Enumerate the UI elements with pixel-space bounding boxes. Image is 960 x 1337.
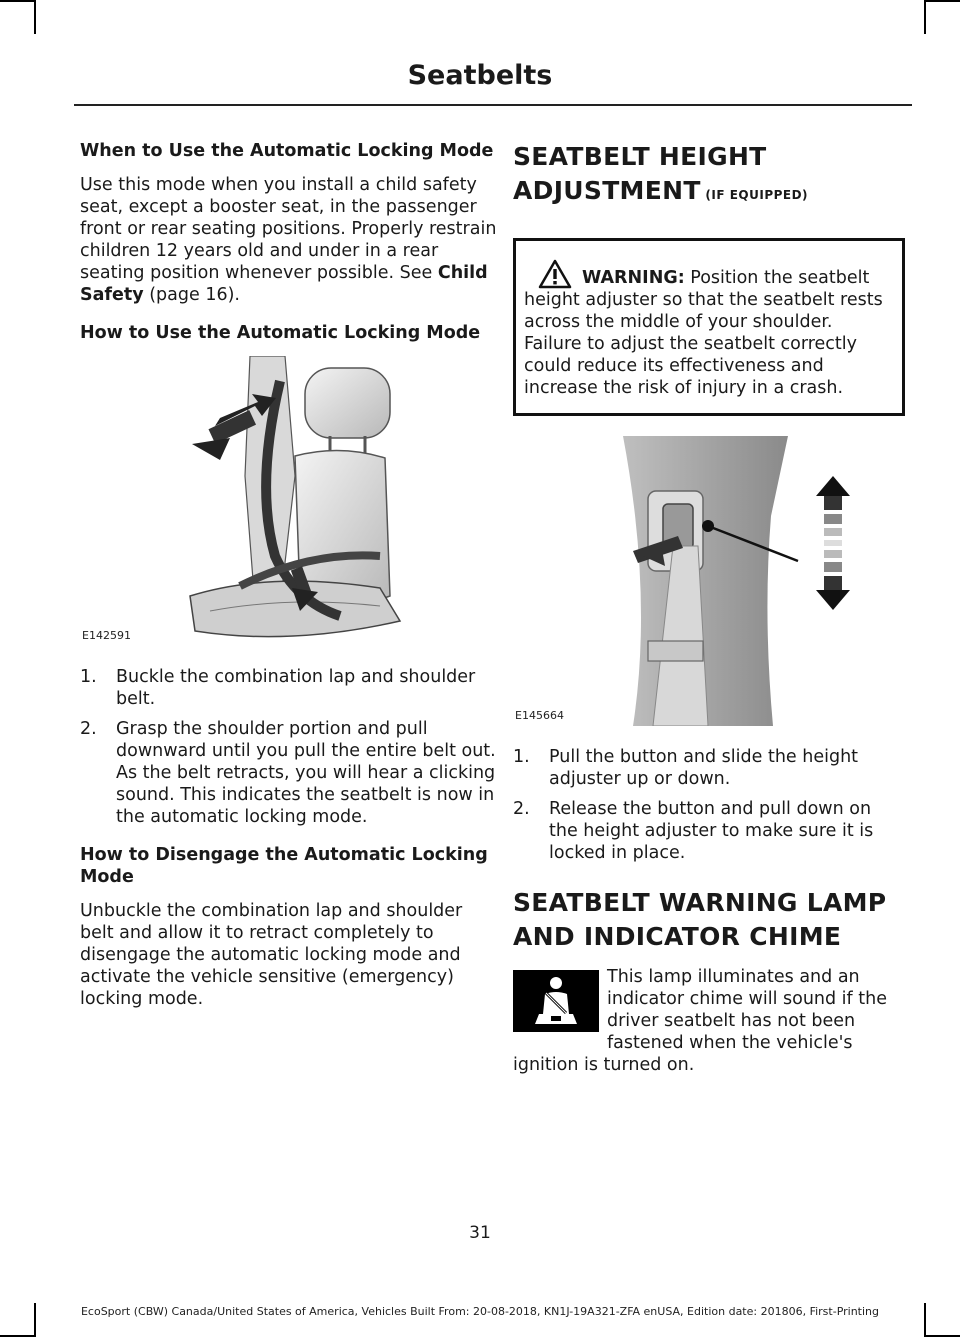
crop-mark: [34, 0, 36, 34]
list-item: 2. Release the button and pull down on the height adjuster to make sure it is locked in place.: [513, 799, 874, 863]
seatbelt-warning-icon: [513, 970, 599, 1032]
height-adjustment-heading: SEATBELT HEIGHT ADJUSTMENT (IF EQUIPPED): [513, 142, 809, 205]
height-adjuster-illustration: [513, 436, 905, 726]
crop-mark: [0, 0, 34, 2]
headrest: [305, 368, 390, 438]
child-safety-link[interactable]: Child Safety: [80, 263, 488, 305]
arrow-head-icon: [192, 438, 230, 460]
disengage-body: Unbuckle the combination lap and shoulder belt and allow it to retract completely to disengage the automatic locking mode and activate the vehicle sensitive (emergency) locking mode.: [80, 901, 463, 1009]
warning-lamp-heading: SEATBELT WARNING LAMP AND INDICATOR CHIME: [513, 888, 887, 951]
crop-mark: [926, 0, 960, 2]
header-divider: [74, 104, 912, 106]
figure-code: E145664: [515, 709, 564, 722]
page-number: 31: [469, 1223, 491, 1243]
crop-mark: [924, 0, 926, 34]
warning-box: [513, 238, 905, 416]
warning-triangle-icon: [538, 259, 572, 289]
lamp-body: This lamp illuminates and an indicator chime will sound if the driver seatbelt has not been fastened when the vehicle's ignition is turned on.: [513, 967, 887, 1075]
seat-illustration: [80, 356, 500, 646]
edition-info: EcoSport (CBW) Canada/United States of America, Vehicles Built From: 20-08-2018, KN1J-19A321-ZFA enUSA, Edition date: 201806, First-Printing: [80, 1305, 880, 1318]
left-steps-list: [80, 666, 500, 828]
list-item: 2. Grasp the shoulder portion and pull downward until you pull the entire belt out. As the belt retracts, you will hear a clicking sound. This indicates the seatbelt is now in the automatic locking mode.: [80, 719, 496, 827]
page-title: Seatbelts: [407, 60, 553, 91]
how-heading: How to Use the Automatic Locking Mode: [80, 323, 481, 343]
warning-text: Position the seatbelt height adjuster so that the seatbelt rests across the middle of your shoulder. Failure to adjust the seatbelt correctly could reduce its effectiveness and increase the risk of injury in a crash.: [524, 268, 883, 398]
when-heading: When to Use the Automatic Locking Mode: [80, 141, 494, 161]
height-adjuster-figure: [513, 436, 905, 726]
lamp-section: [513, 966, 905, 1076]
belt-tongue: [648, 641, 703, 661]
figure-code: E142591: [82, 629, 131, 642]
right-steps-list: [513, 746, 905, 864]
list-item: 1. Pull the button and slide the height adjuster up or down.: [513, 747, 859, 789]
left-column: [80, 140, 500, 1026]
seat-belt-figure: [80, 356, 500, 646]
up-down-arrow-icon: [816, 476, 850, 610]
disengage-heading: How to Disengage the Automatic Locking Mode: [80, 845, 488, 887]
when-body: Use this mode when you install a child safety seat, except a booster seat, in the passenger front or rear seating positions. Properly restrain children 12 years old and under in a rear seating position whenever possible. See Child Safety (page 16).: [80, 175, 497, 305]
warning-label: WARNING:: [582, 268, 685, 288]
list-item: 1. Buckle the combination lap and shoulder belt.: [80, 667, 476, 709]
right-column: [513, 140, 905, 1092]
